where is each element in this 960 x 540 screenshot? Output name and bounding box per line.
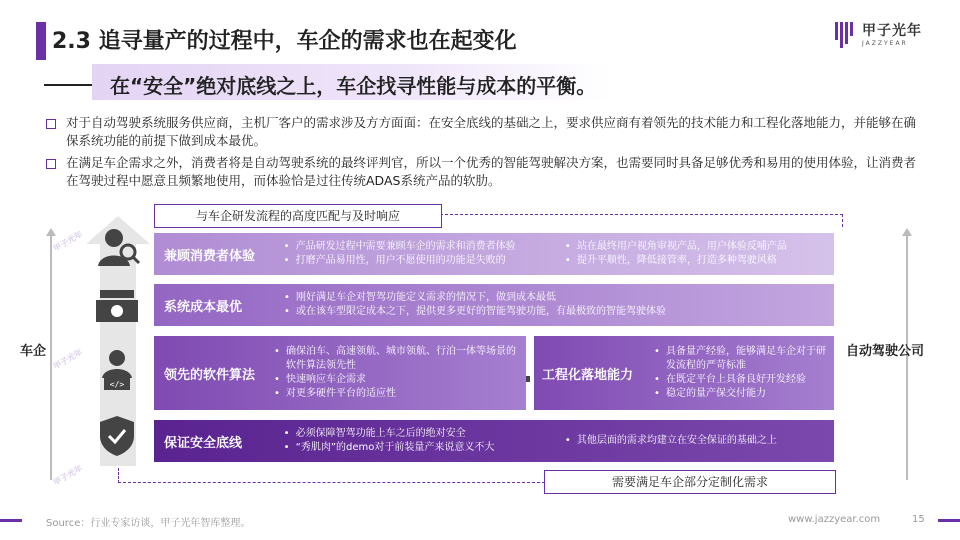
row-col2: [654, 345, 832, 401]
row-safety-baseline: [154, 420, 834, 462]
bullet-text: 在满足车企需求之外，消费者将是自动驾驶系统的最终评判官，所以一个优秀的智能驾驶解决方案，也需要同时具备足够优秀和易用的使用体验，让消费者在驾驶过程中愿意且频繁地使用，而体验恰是过往传统ADAS系统产品的软肋。: [66, 155, 917, 188]
developer-icon: [92, 348, 142, 392]
page-number: 15: [912, 514, 925, 525]
logo-subtext: JAZZYEAR: [862, 40, 908, 47]
row-bullet: • 对更多硬件平台的适应性: [274, 387, 519, 401]
row-bullet: • 稳定的量产保交付能力: [654, 387, 832, 401]
user-search-icon: [92, 224, 142, 268]
shield-icon: [92, 414, 142, 458]
row-col2: [553, 434, 834, 448]
logo-text: 甲子光年: [862, 23, 922, 39]
bracket-top: [440, 214, 843, 227]
row-col1: [284, 240, 553, 268]
top-requirement-box: 与车企研发流程的高度匹配与及时响应: [154, 204, 442, 228]
row-bullet: • 提升平顺性，降低接管率，打造多种驾驶风格: [565, 254, 834, 268]
footer-url: www.jazzyear.com: [788, 514, 881, 525]
row-bullet: • 或在该车型限定成本之下，提供更多更好的智能驾驶功能，有最极致的智能驾驶体验: [284, 305, 824, 319]
logo: [834, 18, 934, 52]
subtitle-rule: [44, 84, 92, 86]
row-engineering: [534, 336, 834, 410]
bracket-bottom: [118, 468, 545, 483]
svg-text:</>: </>: [109, 380, 125, 389]
page-title: 2.3 追寻量产的过程中，车企的需求也在起变化: [52, 29, 517, 54]
row-bullet: • 在既定平台上具备良好开发经验: [654, 373, 832, 387]
row-title: 领先的软件算法: [164, 367, 256, 383]
row-bullet: • 打磨产品易用性，用户不愿使用的功能是失败的: [284, 254, 553, 268]
bottom-requirement-box: 需要满足车企部分定制化需求: [544, 470, 836, 494]
title-accent-bar: [36, 22, 46, 60]
watermark: 甲子光年: [51, 347, 85, 372]
watermark: 甲子光年: [51, 229, 85, 254]
row-title: 系统成本最优: [164, 299, 243, 315]
logo-mark-icon: [834, 18, 856, 52]
label-ad-company: 自动驾驶公司: [846, 344, 925, 359]
arrow-up-icon: [46, 228, 56, 480]
footer-accent-right: [938, 519, 960, 522]
row-bullet: • 刚好满足车企对智驾功能定义需求的情况下，做到成本最低: [284, 291, 824, 305]
row-consumer-experience: [154, 233, 834, 275]
row-bullet: • 必须保障智驾功能上车之后的绝对安全: [284, 427, 553, 441]
row-bullet: • 具备量产经验，能够满足车企对于研发流程的严苛标准: [654, 345, 832, 373]
row-bullet: • 站在最终用户视角审视产品，用户体验反哺产品: [565, 240, 834, 254]
label-automaker: 车企: [20, 344, 47, 359]
row-col1: [284, 291, 824, 319]
row-title: 保证安全底线: [164, 435, 243, 451]
watermark: 甲子光年: [51, 463, 85, 488]
bullet-square-icon: [46, 159, 56, 169]
footer-source: Source：行业专家访谈，甲子光年智库整理。: [46, 518, 251, 529]
row-bullet: • 产品研发过程中需要兼顾车企的需求和消费者体验: [284, 240, 553, 254]
row-title: 工程化落地能力: [542, 367, 634, 383]
subtitle: 在“安全”绝对底线之上，车企找寻性能与成本的平衡。: [110, 74, 597, 98]
bullet-square-icon: [46, 119, 56, 129]
row-software-algorithm: [154, 336, 526, 410]
row-col1: [284, 427, 553, 455]
row-bullet: • “秀肌肉”的demo对于前装量产来说意义不大: [284, 441, 553, 455]
row-bullet: • 其他层面的需求均建立在安全保证的基础之上: [565, 434, 834, 448]
row-col2: [553, 240, 834, 268]
money-icon: [92, 284, 142, 328]
row-system-cost: [154, 284, 834, 326]
bullet-text: 对于自动驾驶系统服务供应商，主机厂客户的需求涉及方方面面：在安全底线的基础之上，要求供应商有着领先的技术能力和工程化落地能力，并能够在确保系统功能的前提下做到成本最优。: [66, 115, 917, 148]
row-bullet: • 快速响应车企需求: [274, 373, 519, 387]
row-bullet: • 确保泊车、高速领航、城市领航、行泊一体等场景的软件算法领先性: [274, 345, 519, 373]
row-col1: [274, 345, 519, 401]
row-title: 兼顾消费者体验: [164, 248, 256, 264]
footer-accent-left: [0, 519, 22, 522]
